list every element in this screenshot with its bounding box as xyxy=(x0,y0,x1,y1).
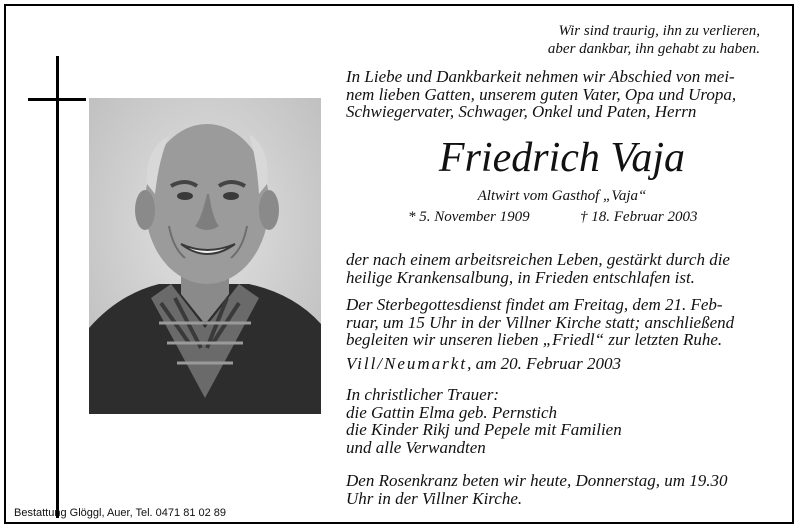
portrait-image xyxy=(89,98,321,414)
service-text xyxy=(346,296,778,349)
motto xyxy=(548,22,760,58)
cross-icon-bar xyxy=(28,98,86,101)
rosary-line: Uhr in der Villner Kirche. xyxy=(346,488,523,508)
intro-line: In Liebe und Dankbarkeit nehmen wir Abschied von mei- xyxy=(346,67,735,86)
intro-line: Schwiegervater, Schwager, Onkel und Paten, Herrn xyxy=(346,102,697,121)
mourners-line: und alle Verwandten xyxy=(346,437,486,457)
intro-line: nem lieben Gatten, unserem guten Vater, Opa und Uropa, xyxy=(346,84,737,104)
service-line: begleiten wir unseren lieben „Friedl“ zur letzten Ruhe. xyxy=(346,330,723,349)
intro-text xyxy=(346,68,778,121)
cross-icon xyxy=(56,56,59,518)
motto-line: aber dankbar, ihn gehabt zu haben. xyxy=(547,41,760,57)
notice-date: , am 20. Februar 2003 xyxy=(467,354,622,373)
motto-line: Wir sind traurig, ihn zu verlieren, xyxy=(558,23,760,39)
obituary-card xyxy=(4,4,794,524)
death-date: † 18. Februar 2003 xyxy=(580,209,698,225)
mourners-line: die Kinder Rikj und Pepele mit Familien xyxy=(346,420,622,439)
rosary-line: Den Rosenkranz beten wir heute, Donnerstag, um 19.30 xyxy=(346,471,728,490)
service-line: ruar, um 15 Uhr in der Villner Kirche statt; anschließend xyxy=(346,312,735,332)
mourners-list xyxy=(346,386,778,456)
service-line: Der Sterbegottesdienst findet am Freitag, dem 21. Feb- xyxy=(346,295,723,314)
rosary-text xyxy=(346,472,778,507)
place-name: Vill/Neumarkt xyxy=(346,354,468,373)
birth-date: * 5. November 1909 xyxy=(408,209,530,225)
portrait-photo xyxy=(89,98,321,414)
mourners-line: die Gattin Elma geb. Pernstich xyxy=(346,402,558,422)
deceased-subtitle: Altwirt vom Gasthof „Vaja“ xyxy=(477,188,647,204)
passing-text xyxy=(346,251,778,286)
passing-line: heilige Krankensalbung, in Frieden entschlafen ist. xyxy=(346,267,695,287)
mourners-line: In christlicher Trauer: xyxy=(346,385,499,404)
funeral-home-credit: Bestattung Glöggl, Auer, Tel. 0471 81 02 89 xyxy=(14,507,227,519)
passing-line: der nach einem arbeitsreichen Leben, gestärkt durch die xyxy=(346,250,730,269)
deceased-name: Friedrich Vaja xyxy=(438,135,686,181)
place-date xyxy=(346,355,778,373)
